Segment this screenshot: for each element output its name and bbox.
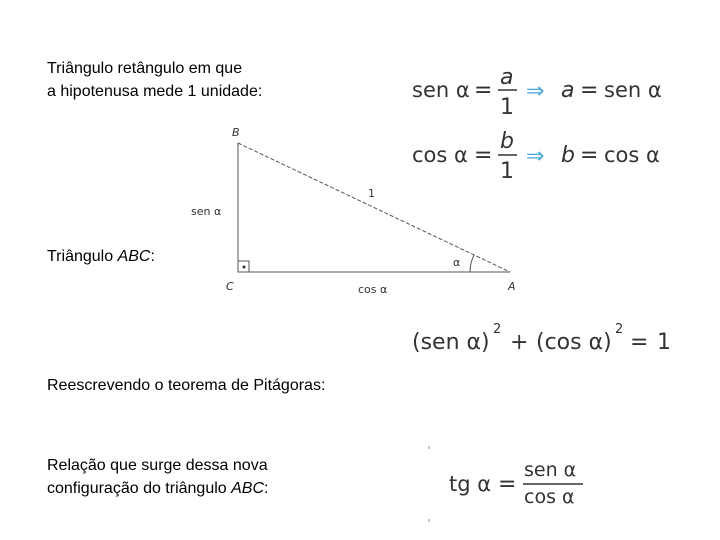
cos-eq: = [474, 143, 493, 168]
angle-label: α [453, 256, 461, 269]
pythagoras-formula [412, 322, 671, 355]
hypotenuse-label: 1 [368, 187, 375, 200]
relation-line-2-prefix: configuração do triângulo [47, 480, 232, 497]
pythagoras-eq: = [630, 330, 649, 355]
pythagoras-plus: + [510, 330, 529, 355]
cos-result-var: b [561, 143, 575, 168]
vertex-a-label: A [508, 280, 516, 293]
tangent-numerator: sen α [524, 459, 577, 481]
pythagoras-exp-2: 2 [615, 322, 624, 337]
pythagoras-text: Reescrevendo o teorema de Pitágoras: [47, 377, 326, 394]
right-angle-dot [243, 266, 246, 269]
triangle-label-name: ABC [117, 248, 151, 265]
sen-result-expr: sen α [604, 78, 662, 102]
sen-eq: = [474, 78, 493, 103]
vertex-b-label: B [232, 126, 240, 139]
relation-line-2-name: ABC [231, 480, 265, 497]
pythagoras-term-1: (sen α) [412, 330, 490, 355]
triangle-label-suffix: : [150, 248, 155, 265]
cos-formula [412, 129, 660, 184]
cos-result-expr: cos α [604, 143, 660, 167]
cos-implies-arrow: ⇒ [526, 144, 545, 169]
cos-denominator: 1 [500, 159, 514, 184]
cos-lhs: cos α [412, 143, 468, 167]
tangent-denominator: cos α [524, 486, 575, 508]
cos-numerator: b [500, 129, 514, 154]
pythagoras-exp-1: 2 [493, 322, 502, 337]
tangent-formula [429, 446, 583, 522]
cos-result-eq: = [580, 143, 599, 168]
pythagoras-rhs: 1 [657, 330, 671, 355]
sen-denominator: 1 [500, 95, 514, 120]
vertex-c-label: C [226, 280, 234, 293]
tangent-eq: = [498, 472, 517, 497]
intro-line-1: Triângulo retângulo em que [47, 60, 243, 77]
sen-result-eq: = [580, 78, 599, 103]
relation-line-1: Relação que surge dessa nova [47, 457, 268, 474]
relation-line-2-suffix: : [264, 480, 269, 497]
opposite-side-label: sen α [191, 205, 222, 218]
adjacent-side-label: cos α [358, 283, 388, 296]
angle-arc [470, 255, 474, 272]
sen-result-var: a [561, 78, 575, 103]
pythagoras-term-2: (cos α) [536, 330, 612, 355]
hypotenuse-line [238, 143, 510, 272]
sen-implies-arrow: ⇒ [526, 79, 545, 104]
sen-lhs: sen α [412, 78, 470, 102]
sen-formula [412, 65, 662, 120]
triangle-label-prefix: Triângulo [47, 248, 118, 265]
tangent-lhs: tg α [449, 472, 492, 496]
intro-line-2: a hipotenusa mede 1 unidade: [47, 83, 263, 100]
sen-numerator: a [500, 65, 514, 90]
